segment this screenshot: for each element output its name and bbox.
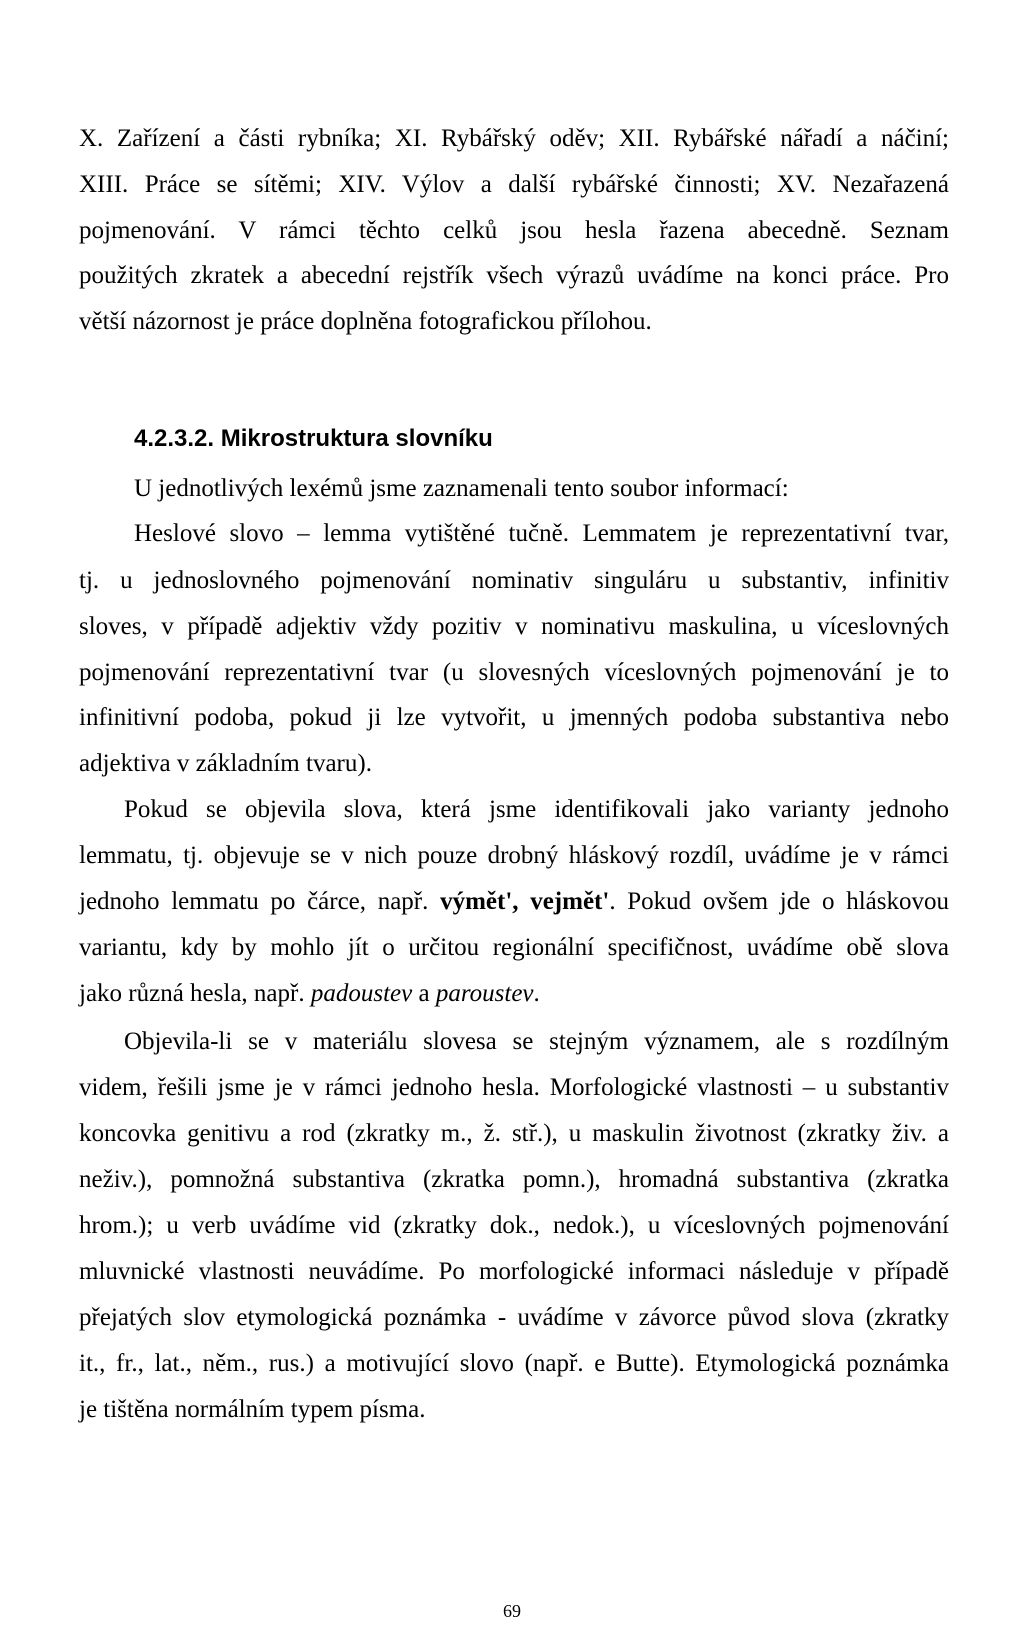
body-line-7: adjektiva v základním tvaru). bbox=[79, 750, 372, 777]
page-number: 69 bbox=[503, 1601, 521, 1621]
body-line-19: přejatých slov etymologická poznámka - uvádíme v závorce původ slova (zkratky bbox=[79, 1304, 949, 1331]
body-line-1: U jednotlivých lexémů jsme zaznamenali tento soubor informací: bbox=[134, 475, 789, 502]
body-line-10 bbox=[79, 887, 949, 917]
body-line-12-text-a: jako různá hesla, např. bbox=[79, 980, 311, 1007]
body-line-12-text-c: . bbox=[533, 980, 540, 1007]
body-line-8: Pokud se objevila slova, která jsme identifikovali jako varianty jednoho bbox=[124, 796, 949, 823]
variant-example-2: paroustev bbox=[435, 980, 534, 1007]
body-line-10-text-a: jednoho lemmatu po čárce, např. bbox=[79, 888, 441, 915]
body-line-12-text-b: a bbox=[412, 980, 436, 1007]
body-line-12 bbox=[79, 979, 949, 1009]
intro-line-4: použitých zkratek a abecední rejstřík všech výrazů uvádíme na konci práce. Pro bbox=[79, 262, 949, 289]
body-line-6: infinitivní podoba, pokud ji lze vytvořit, u jmenných podoba substantiva nebo bbox=[79, 704, 949, 731]
body-line-21: je tištěna normálním typem písma. bbox=[79, 1396, 426, 1423]
body-line-16: neživ.), pomnožná substantiva (zkratka pomn.), hromadná substantiva (zkratka bbox=[79, 1166, 949, 1193]
intro-line-1: X. Zařízení a části rybníka; XI. Rybářský oděv; XII. Rybářské nářadí a náčiní; bbox=[79, 125, 949, 152]
intro-line-5: větší názornost je práce doplněna fotografickou přílohou. bbox=[79, 308, 652, 335]
body-line-20: it., fr., lat., něm., rus.) a motivující slovo (např. e Butte). Etymologická poznámka bbox=[79, 1350, 949, 1377]
body-line-14: videm, řešili jsme je v rámci jednoho hesla. Morfologické vlastnosti – u substantiv bbox=[79, 1074, 949, 1101]
intro-line-3: pojmenování. V rámci těchto celků jsou hesla řazena abecedně. Seznam bbox=[79, 217, 949, 244]
intro-line-2: XIII. Práce se sítěmi; XIV. Výlov a další rybářské činnosti; XV. Nezařazená bbox=[79, 171, 949, 198]
lemma-example-bold: výmět', vejmět' bbox=[440, 888, 610, 915]
body-line-10-text-b: . Pokud ovšem jde o hláskovou bbox=[609, 888, 949, 915]
variant-example-1: padoustev bbox=[310, 980, 413, 1007]
body-line-15: koncovka genitivu a rod (zkratky m., ž. stř.), u maskulin životnost (zkratky živ. a bbox=[79, 1120, 949, 1147]
body-line-5: pojmenování reprezentativní tvar (u slovesných víceslovných pojmenování je to bbox=[79, 659, 949, 686]
body-line-13: Objevila-li se v materiálu slovesa se stejným významem, ale s rozdílným bbox=[124, 1028, 949, 1055]
body-line-18: mluvnické vlastnosti neuvádíme. Po morfologické informaci následuje v případě bbox=[79, 1258, 949, 1285]
body-line-2: Heslové slovo – lemma vytištěné tučně. Lemmatem je reprezentativní tvar, bbox=[134, 520, 949, 547]
body-line-17: hrom.); u verb uvádíme vid (zkratky dok., nedok.), u víceslovných pojmenování bbox=[79, 1212, 949, 1239]
body-line-4: sloves, v případě adjektiv vždy pozitiv v nominativu maskulina, u víceslovných bbox=[79, 613, 949, 640]
body-line-11: variantu, kdy by mohlo jít o určitou regionální specifičnost, uvádíme obě slova bbox=[79, 934, 949, 961]
body-line-9: lemmatu, tj. objevuje se v nich pouze drobný hláskový rozdíl, uvádíme je v rámci bbox=[79, 842, 949, 869]
body-line-3: tj. u jednoslovného pojmenování nominativ singuláru u substantiv, infinitiv bbox=[79, 567, 949, 594]
section-heading: 4.2.3.2. Mikrostruktura slovníku bbox=[134, 425, 493, 452]
